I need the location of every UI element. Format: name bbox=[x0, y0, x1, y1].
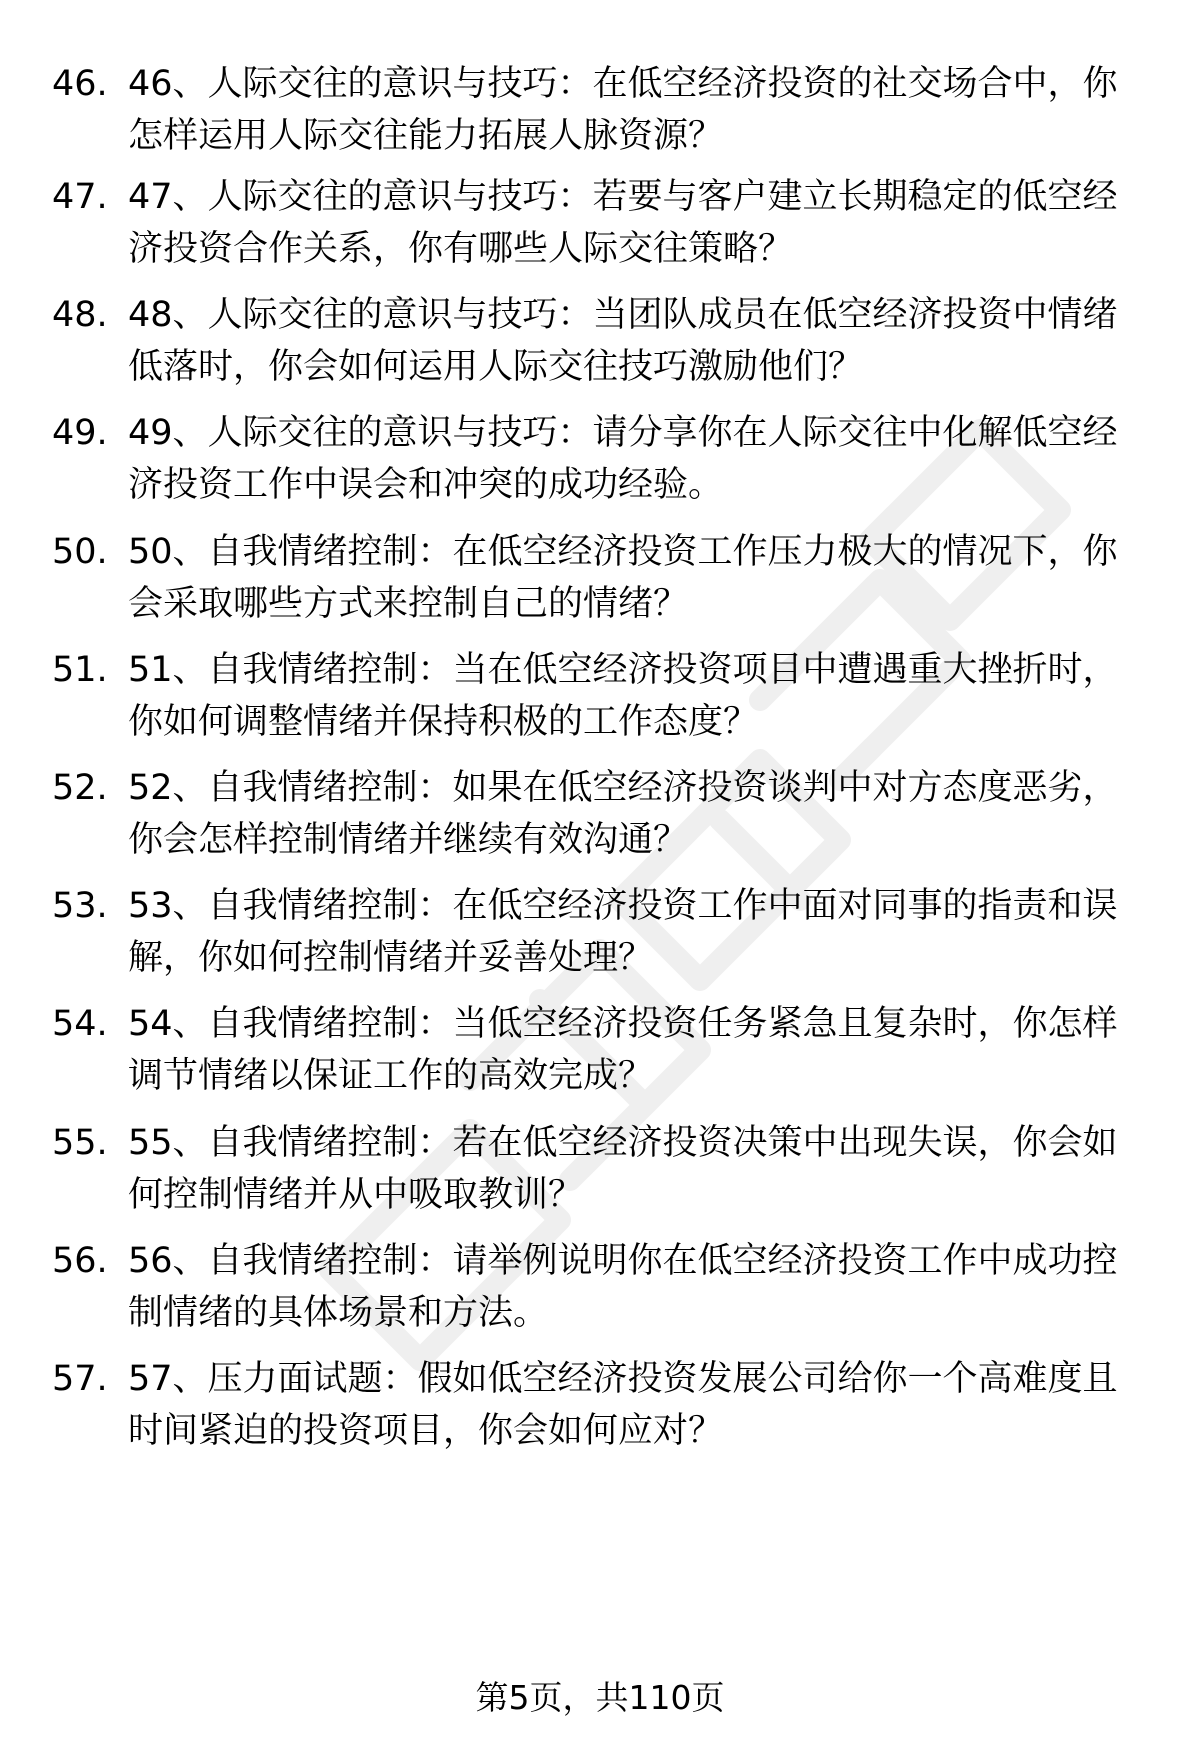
question-text: 57、压力面试题：假如低空经济投资发展公司给你一个高难度且时间紧迫的投资项目，你会如何应对？ bbox=[128, 1359, 1118, 1451]
question-item bbox=[0, 1353, 1200, 1463]
question-number: 57. bbox=[52, 1359, 108, 1399]
question-number: 56. bbox=[52, 1241, 108, 1281]
question-text: 49、人际交往的意识与技巧：请分享你在人际交往中化解低空经济投资工作中误会和冲突的成功经验。 bbox=[128, 413, 1118, 505]
question-item bbox=[0, 762, 1200, 872]
question-item bbox=[0, 58, 1200, 168]
question-text: 56、自我情绪控制：请举例说明你在低空经济投资工作中成功控制情绪的具体场景和方法。 bbox=[128, 1241, 1118, 1333]
question-text: 51、自我情绪控制：当在低空经济投资项目中遭遇重大挫折时，你如何调整情绪并保持积极的工作态度？ bbox=[128, 650, 1118, 742]
question-number: 50. bbox=[52, 532, 108, 572]
question-item bbox=[0, 407, 1200, 517]
question-item bbox=[0, 526, 1200, 636]
question-text: 46、人际交往的意识与技巧：在低空经济投资的社交场合中，你怎样运用人际交往能力拓展人脉资源？ bbox=[128, 64, 1118, 156]
question-text: 47、人际交往的意识与技巧：若要与客户建立长期稳定的低空经济投资合作关系，你有哪些人际交往策略？ bbox=[128, 177, 1118, 269]
question-item bbox=[0, 289, 1200, 399]
page-footer: 第5页，共110页 bbox=[475, 1678, 725, 1717]
question-item bbox=[0, 644, 1200, 754]
question-text: 52、自我情绪控制：如果在低空经济投资谈判中对方态度恶劣，你会怎样控制情绪并继续有效沟通？ bbox=[128, 768, 1118, 860]
question-number: 54. bbox=[52, 1004, 108, 1044]
question-item bbox=[0, 998, 1200, 1108]
question-text: 55、自我情绪控制：若在低空经济投资决策中出现失误，你会如何控制情绪并从中吸取教训？ bbox=[128, 1123, 1118, 1215]
question-number: 47. bbox=[52, 177, 108, 217]
question-number: 46. bbox=[52, 64, 108, 104]
question-item bbox=[0, 1117, 1200, 1227]
question-number: 48. bbox=[52, 295, 108, 335]
question-item bbox=[0, 880, 1200, 990]
question-text: 54、自我情绪控制：当低空经济投资任务紧急且复杂时，你怎样调节情绪以保证工作的高效完成？ bbox=[128, 1004, 1118, 1096]
question-number: 49. bbox=[52, 413, 108, 453]
question-number: 52. bbox=[52, 768, 108, 808]
question-text: 53、自我情绪控制：在低空经济投资工作中面对同事的指责和误解，你如何控制情绪并妥善处理？ bbox=[128, 886, 1118, 978]
question-text: 50、自我情绪控制：在低空经济投资工作压力极大的情况下，你会采取哪些方式来控制自己的情绪？ bbox=[128, 532, 1118, 624]
question-text: 48、人际交往的意识与技巧：当团队成员在低空经济投资中情绪低落时，你会如何运用人际交往技巧激励他们？ bbox=[128, 295, 1118, 387]
question-item bbox=[0, 1235, 1200, 1345]
question-number: 55. bbox=[52, 1123, 108, 1163]
question-number: 53. bbox=[52, 886, 108, 926]
question-item bbox=[0, 171, 1200, 281]
question-number: 51. bbox=[52, 650, 108, 690]
